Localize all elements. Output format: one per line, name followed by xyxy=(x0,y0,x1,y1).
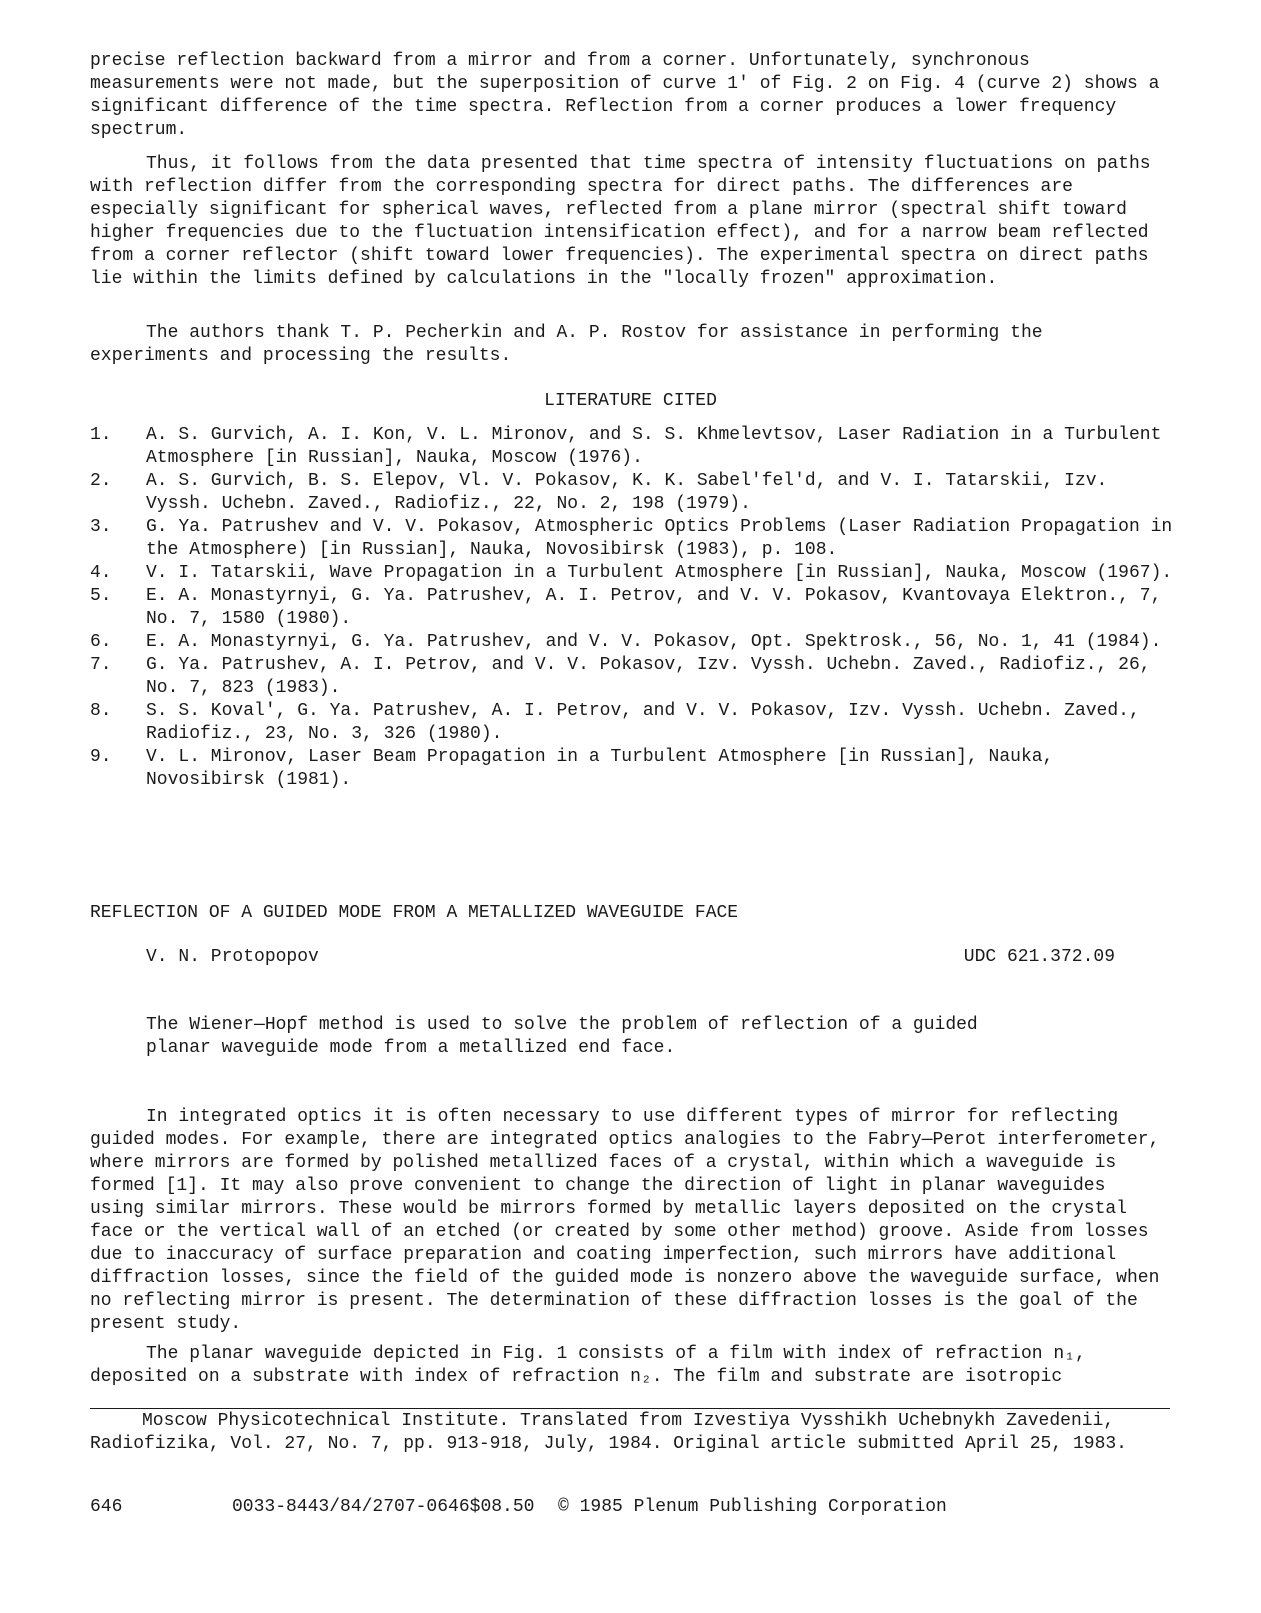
reference-item xyxy=(90,424,1180,470)
page-number: 646 xyxy=(90,1497,123,1517)
reference-text: E. A. Monastyrnyi, G. Ya. Patrushev, A. I. Petrov, and V. V. Pokasov, Kvantovaya Elektron., 7, No. 7, 1580 (1980). xyxy=(146,586,1162,629)
reference-number: 4. xyxy=(90,563,112,583)
reference-text: A. S. Gurvich, B. S. Elepov, Vl. V. Pokasov, K. K. Sabel'fel'd, and V. I. Tatarskii, Izv. Vyssh. Uchebn. Zaved., Radiofiz., 22, No. 2, 198 (1979). xyxy=(146,471,1108,514)
reference-number: 6. xyxy=(90,632,112,652)
reference-item xyxy=(90,470,1180,516)
reference-text: S. S. Koval', G. Ya. Patrushev, A. I. Petrov, and V. V. Pokasov, Izv. Vyssh. Uchebn. Zaved., Radiofiz., 23, No. 3, 326 (1980). xyxy=(146,701,1140,744)
reference-item xyxy=(90,562,1180,585)
reference-text: E. A. Monastyrnyi, G. Ya. Patrushev, and V. V. Pokasov, Opt. Spektrosk., 56, No. 1, 41 (1984). xyxy=(146,632,1162,652)
reference-item xyxy=(90,585,1180,631)
reference-item xyxy=(90,631,1180,654)
body-paragraph-1: In integrated optics it is often necessary to use different types of mirror for reflecting guided modes. For example, there are integrated optics analogies to the Fabry—Perot interferometer, where mirrors are formed by polished metallized faces of a crystal, within which a waveguide is formed [1]. It may also prove convenient to change the direction of light in planar waveguides using similar mirrors. These would be mirrors formed by metallic layers deposited on the crystal face or the vertical wall of an etched (or created by some other method) groove. Aside from losses due to inaccuracy of surface preparation and coating imperfection, such mirrors have additional diffraction losses, since the field of the guided mode is nonzero above the waveguide surface, when no reflecting mirror is present. The determination of these diffraction losses is the goal of the present study. xyxy=(90,1107,1171,1334)
reference-number: 7. xyxy=(90,655,112,675)
reference-number: 9. xyxy=(90,747,112,767)
reference-item xyxy=(90,654,1180,700)
reference-text: V. L. Mironov, Laser Beam Propagation in a Turbulent Atmosphere [in Russian], Nauka, Novosibirsk (1981). xyxy=(146,747,1054,790)
reference-number: 3. xyxy=(90,517,112,537)
reference-text: G. Ya. Patrushev and V. V. Pokasov, Atmospheric Optics Problems (Laser Radiation Propagation in the Atmosphere) [in Russian], Nauka, Novosibirsk (1983), p. 108. xyxy=(146,517,1173,560)
reference-item xyxy=(90,746,1180,792)
udc-code: UDC 621.372.09 xyxy=(963,947,1115,967)
reference-item xyxy=(90,516,1180,562)
reference-number: 8. xyxy=(90,701,112,721)
reference-text: V. I. Tatarskii, Wave Propagation in a Turbulent Atmosphere [in Russian], Nauka, Moscow (1967). xyxy=(146,563,1173,583)
footnote-divider xyxy=(90,1408,1170,1409)
intro-paragraph-1: precise reflection backward from a mirror and from a corner. Unfortunately, synchronous measurements were not made, but the superposition of curve 1' of Fig. 2 on Fig. 4 (curve 2) shows a significant difference of the time spectra. Reflection from a corner produces a lower frequency spectrum. xyxy=(90,51,1171,140)
reference-text: A. S. Gurvich, A. I. Kon, V. L. Mironov, and S. S. Khmelevtsov, Laser Radiation in a Turbulent Atmosphere [in Russian], Nauka, Moscow (1976). xyxy=(146,425,1162,468)
reference-list xyxy=(90,424,1180,792)
body-paragraph-2: The planar waveguide depicted in Fig. 1 consists of a film with index of refraction n₁, deposited on a substrate with index of refraction n₂. The film and substrate are isotropic xyxy=(90,1344,1097,1387)
literature-heading: LITERATURE CITED xyxy=(544,391,717,411)
reference-item xyxy=(90,700,1180,746)
article-abstract: The Wiener—Hopf method is used to solve the problem of reflection of a guided planar waveguide mode from a metallized end face. xyxy=(146,1015,978,1058)
reference-number: 1. xyxy=(90,425,112,445)
article-title: REFLECTION OF A GUIDED MODE FROM A METALLIZED WAVEGUIDE FACE xyxy=(90,903,739,923)
article-author: V. N. Protopopov xyxy=(146,947,319,967)
article-code: 0033-8443/84/2707-0646$08.50 xyxy=(232,1497,535,1517)
reference-text: G. Ya. Patrushev, A. I. Petrov, and V. V. Pokasov, Izv. Vyssh. Uchebn. Zaved., Radiofiz., 26, No. 7, 823 (1983). xyxy=(146,655,1151,698)
footnote: Moscow Physicotechnical Institute. Translated from Izvestiya Vysshikh Uchebnykh Zavedenii, Radiofizika, Vol. 27, No. 7, pp. 913-918, July, 1984. Original article submitted April 25, 1983. xyxy=(90,1411,1127,1454)
reference-number: 2. xyxy=(90,471,112,491)
intro-paragraph-2: Thus, it follows from the data presented that time spectra of intensity fluctuations on paths with reflection differ from the corresponding spectra for direct paths. The differences are especially significant for spherical waves, reflected from a plane mirror (spectral shift toward higher frequencies due to the fluctuation intensification effect), and for a narrow beam reflected from a corner reflector (shift toward lower frequencies). The experimental spectra on direct paths lie within the limits defined by calculations in the "locally frozen" approximation. xyxy=(90,154,1162,289)
acknowledgment-paragraph: The authors thank T. P. Pecherkin and A. P. Rostov for assistance in performing the experiments and processing the results. xyxy=(90,323,1054,366)
copyright-notice: © 1985 Plenum Publishing Corporation xyxy=(558,1497,947,1517)
reference-number: 5. xyxy=(90,586,112,606)
